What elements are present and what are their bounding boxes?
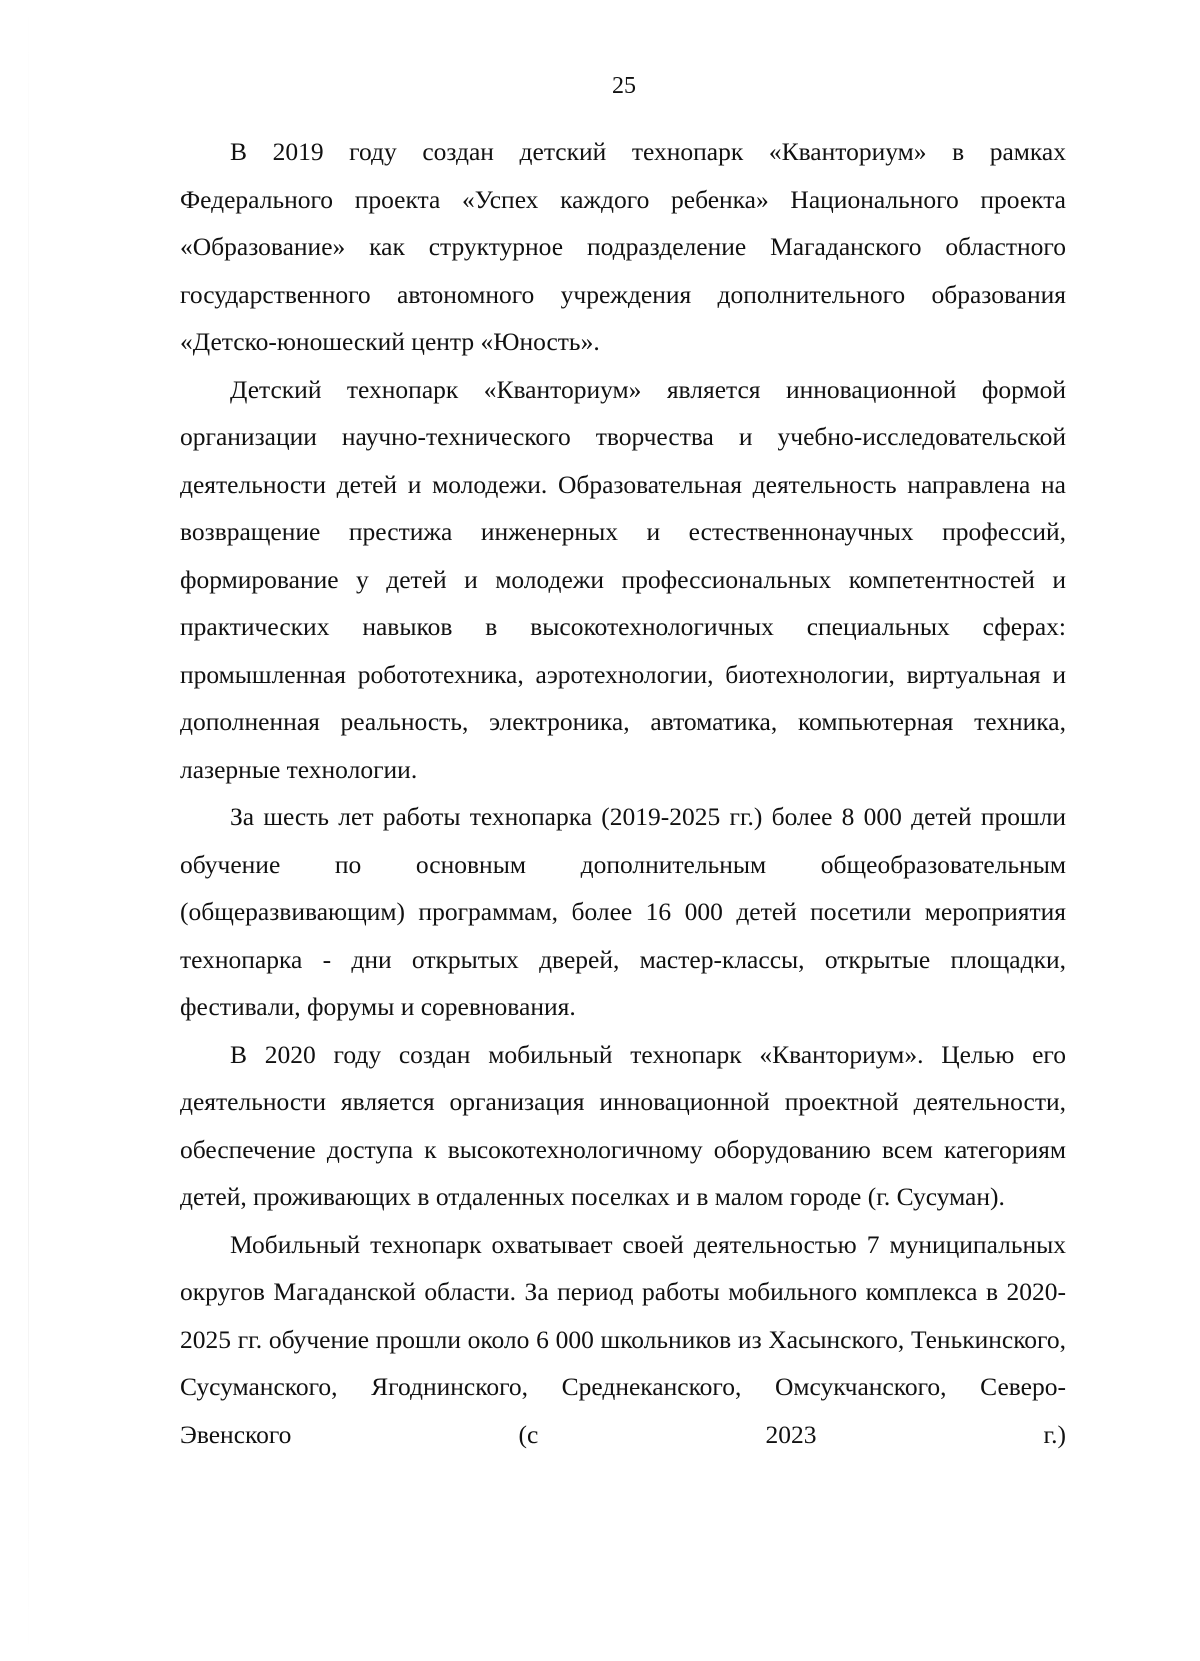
paragraph-mobile-technopark: В 2020 году создан мобильный технопарк «Кванториум». Целью его деятельности является организация инновационной проектной деятельности, обеспечение доступа к высокотехнологичному оборудованию всем категориям детей, проживающих в отдаленных поселках и в малом городе (г. Сусуман). (180, 1039, 1066, 1211)
scan-margin-shadow (28, 0, 29, 1661)
paragraph-mobile-coverage: Мобильный технопарк охватывает своей деятельностью 7 муниципальных округов Магаданской области. За период работы мобильного комплекса в 2020-2025 гг. обучение прошли около 6 000 школьников из Хасынского, Тенькинского, Сусуманского, Ягоднинского, Среднеканского, Омсукчанского, Северо-Эвенского (с 2023 г.) (180, 1229, 1066, 1449)
paragraph-kvantorium-description: Детский технопарк «Кванториум» является инновационной формой организации научно-технического творчества и учебно-исследовательской деятельности детей и молодежи. Образовательная деятельность направлена на возвращение престижа инженерных и естественнонаучных профессий, формирование у детей и молодежи профессиональных компетентностей и практических навыков в высокотехнологичных специальных сферах: промышленная робототехника, аэротехнологии, биотехнологии, виртуальная и дополненная реальность, электроника, автоматика, компьютерная техника, лазерные технологии. (180, 374, 1066, 784)
paragraph-kvantorium-results: За шесть лет работы технопарка (2019-2025 гг.) более 8 000 детей прошли обучение по основным дополнительным общеобразовательным (общеразвивающим) программам, более 16 000 детей посетили мероприятия технопарка - дни открытых дверей, мастер-классы, открытые площадки, фестивали, форумы и соревнования. (180, 802, 1066, 1021)
document-body (180, 128, 1066, 1458)
paragraph-kvantorium-founding: В 2019 году создан детский технопарк «Кванториум» в рамках Федерального проекта «Успех каждого ребенка» Национального проекта «Образование» как структурное подразделение Магаданского областного государственного автономного учреждения дополнительного образования «Детско-юношеский центр «Юность». (180, 137, 1066, 356)
page-number: 25 (612, 73, 636, 99)
